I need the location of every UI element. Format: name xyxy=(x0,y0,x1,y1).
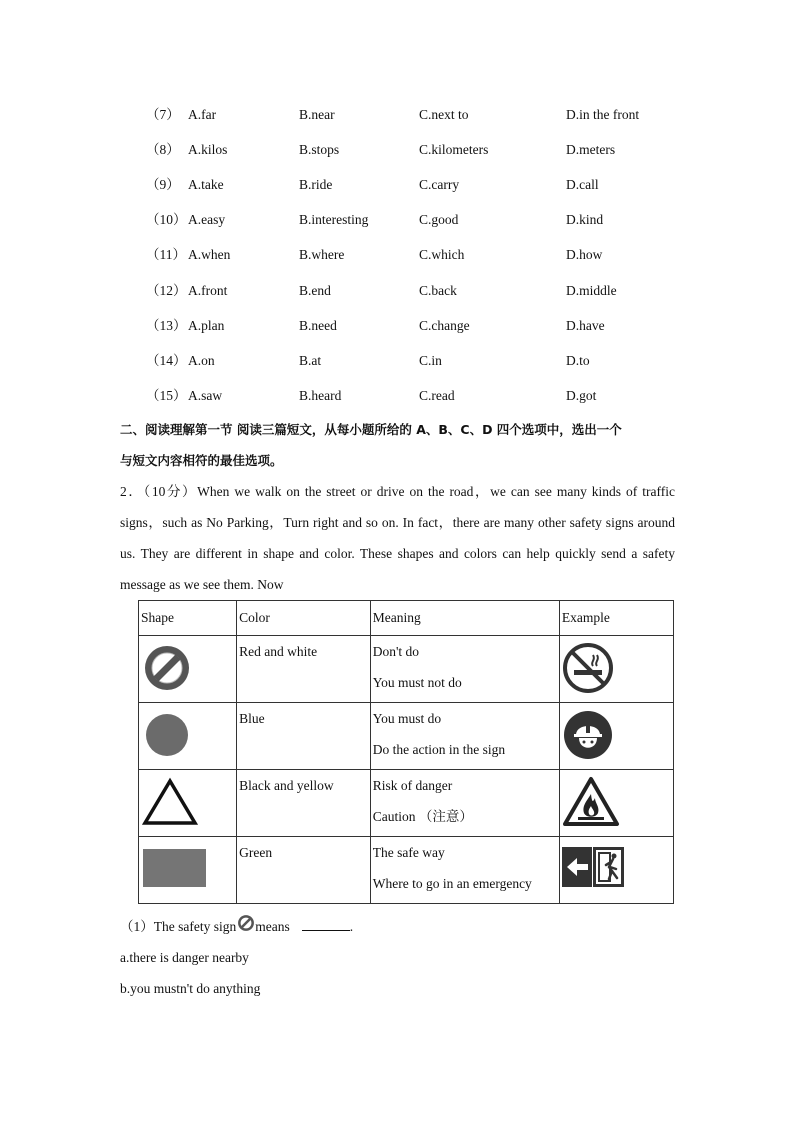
color-cell xyxy=(237,770,371,837)
section-heading-line: 二、阅读理解第一节 阅读三篇短文，从每小题所给的 A、B、C、D 四个选项中，选出一个 xyxy=(120,422,622,437)
question-number: （8） xyxy=(146,142,180,157)
option-b-text: B.at xyxy=(299,353,322,368)
question-number: （9） xyxy=(146,177,180,192)
option-row xyxy=(0,351,794,371)
option-a-text: A.on xyxy=(188,353,215,368)
meaning-text: Where to go in an emergency xyxy=(372,876,532,891)
shape-cell xyxy=(139,770,237,837)
table-row xyxy=(139,837,674,904)
question-suffix: means xyxy=(255,919,290,934)
rectangle-icon xyxy=(142,847,208,891)
question-prefix: （1）The safety sign xyxy=(120,919,237,934)
passage-line: us. They are different in shape and color. These shapes and colors can help quickly send a safety xyxy=(120,546,675,561)
option-b-text: B.need xyxy=(299,318,337,333)
shape-cell xyxy=(139,636,237,703)
example-cell xyxy=(559,703,673,770)
option-d-text: D.how xyxy=(566,247,603,262)
option-c-text: C.back xyxy=(419,283,457,298)
option-c-text: C.change xyxy=(419,318,470,333)
option-row xyxy=(0,316,794,336)
option-a-text: A.kilos xyxy=(188,142,228,157)
option-b-text: B.heard xyxy=(299,388,342,403)
option-c-text: C.good xyxy=(419,212,459,227)
option-a-text: A.when xyxy=(188,247,231,262)
option-d-text: D.have xyxy=(566,318,605,333)
option-d-text: D.to xyxy=(566,353,590,368)
option-a-text: A.take xyxy=(188,177,224,192)
example-cell xyxy=(559,770,673,837)
option-d-text: D.kind xyxy=(566,212,604,227)
option-d-text: D.call xyxy=(566,177,599,192)
shape-cell xyxy=(139,837,237,904)
table-header-row xyxy=(139,601,674,636)
section-heading xyxy=(120,414,680,476)
meaning-cell xyxy=(370,837,559,904)
meaning-text: You must not do xyxy=(372,675,462,690)
option-row xyxy=(0,210,794,230)
option-b-text: B.stops xyxy=(299,142,340,157)
wear-helmet-icon xyxy=(562,709,614,761)
question-1 xyxy=(120,914,353,937)
shape-cell xyxy=(139,703,237,770)
header-color: Color xyxy=(237,601,371,636)
meaning-text: Do the action in the sign xyxy=(372,742,506,757)
question-number: （13） xyxy=(146,318,187,333)
header-meaning: Meaning xyxy=(370,601,559,636)
color-text: Red and white xyxy=(239,644,318,659)
question-number: （12） xyxy=(146,283,187,298)
option-d-text: D.meters xyxy=(566,142,616,157)
option-a-text: A.easy xyxy=(188,212,226,227)
meaning-text: The safe way xyxy=(372,845,445,860)
prohibition-circle-icon xyxy=(237,914,255,932)
prohibition-circle-icon xyxy=(142,643,192,693)
option-row xyxy=(0,105,794,125)
meaning-cell xyxy=(370,636,559,703)
passage xyxy=(120,476,675,600)
option-a-text: A.front xyxy=(188,283,228,298)
color-cell xyxy=(237,636,371,703)
table-row xyxy=(139,703,674,770)
meaning-text: You must do xyxy=(372,711,442,726)
option-c-text: C.which xyxy=(419,247,465,262)
table-row xyxy=(139,770,674,837)
passage-line: message as we see them. Now xyxy=(120,577,284,592)
option-c-text: C.kilometers xyxy=(419,142,489,157)
filled-circle-icon xyxy=(142,710,192,760)
option-row xyxy=(0,245,794,265)
color-text: Green xyxy=(239,845,273,860)
section-heading-line: 与短文内容相符的最佳选项。 xyxy=(120,453,283,468)
example-cell xyxy=(559,837,673,904)
question-number: （10） xyxy=(146,212,187,227)
meaning-cell xyxy=(370,703,559,770)
option-b-text: B.interesting xyxy=(299,212,369,227)
fire-danger-icon xyxy=(562,776,620,828)
meaning-text: Don't do xyxy=(372,644,420,659)
header-shape: Shape xyxy=(139,601,237,636)
option-b-text: B.end xyxy=(299,283,331,298)
meaning-cell xyxy=(370,770,559,837)
triangle-icon xyxy=(142,777,198,827)
option-d-text: D.middle xyxy=(566,283,617,298)
option-c-text: C.read xyxy=(419,388,455,403)
option-b-text: B.ride xyxy=(299,177,333,192)
color-cell xyxy=(237,837,371,904)
option-c-text: C.carry xyxy=(419,177,460,192)
passage-line: 2．（10分）When we walk on the street or drive on the road，we can see many kinds of traffic xyxy=(120,484,675,499)
no-smoking-icon xyxy=(562,642,614,694)
color-text: Blue xyxy=(239,711,265,726)
option-row xyxy=(0,140,794,160)
meaning-text: Risk of danger xyxy=(372,778,453,793)
safety-signs-table xyxy=(138,600,674,904)
color-text: Black and yellow xyxy=(239,778,334,793)
option-a-text: A.plan xyxy=(188,318,225,333)
passage-line: signs，such as No Parking，Turn right and so on. In fact，there are many other safety signs around xyxy=(120,515,675,530)
header-example: Example xyxy=(559,601,673,636)
option-b-text: B.where xyxy=(299,247,345,262)
option-a-text: A.far xyxy=(188,107,217,122)
option-a-text: A.saw xyxy=(188,388,223,403)
example-cell xyxy=(559,636,673,703)
option-b: b.you mustn't do anything xyxy=(120,981,261,996)
table-row xyxy=(139,636,674,703)
answer-blank xyxy=(302,918,350,931)
color-cell xyxy=(237,703,371,770)
option-d-text: D.got xyxy=(566,388,597,403)
emergency-exit-icon xyxy=(562,845,626,891)
question-number: （15） xyxy=(146,388,187,403)
option-a: a.there is danger nearby xyxy=(120,950,249,965)
question-number: （11） xyxy=(146,247,186,262)
option-row xyxy=(0,281,794,301)
question-number: （14） xyxy=(146,353,187,368)
meaning-text: Caution （注意） xyxy=(372,809,473,824)
option-c-text: C.next to xyxy=(419,107,469,122)
option-d-text: D.in the front xyxy=(566,107,640,122)
option-row xyxy=(0,386,794,406)
option-row xyxy=(0,175,794,195)
question-end: . xyxy=(349,919,354,934)
question-number: （7） xyxy=(146,107,180,122)
option-b-text: B.near xyxy=(299,107,335,122)
option-c-text: C.in xyxy=(419,353,442,368)
